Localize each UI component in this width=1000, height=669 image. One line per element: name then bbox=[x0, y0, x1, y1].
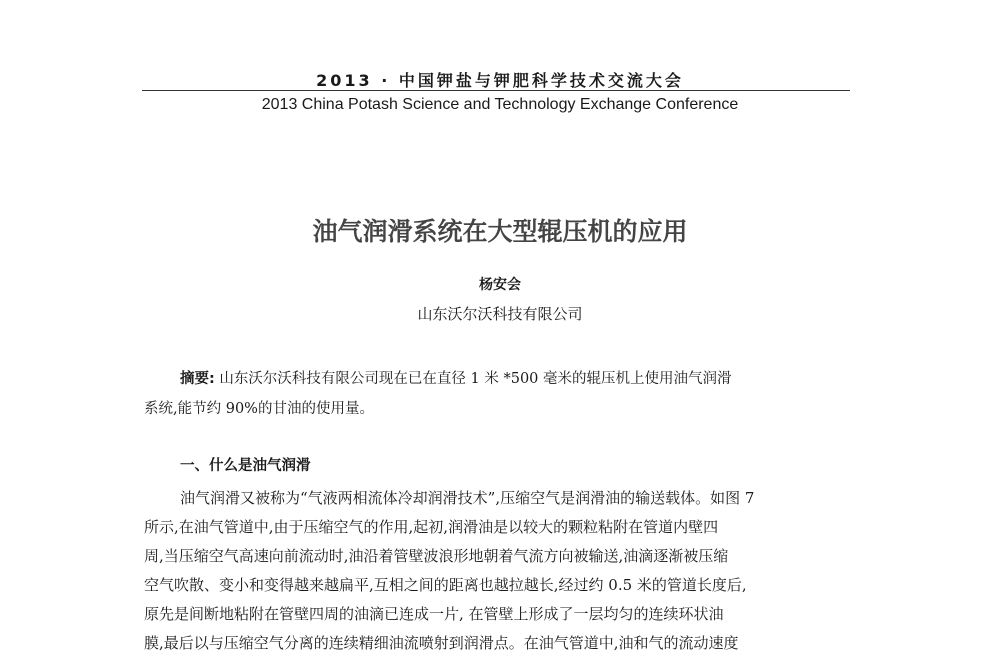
abstract-text-1: 山东沃尔沃科技有限公司现在已在直径 1 米 *500 毫米的辊压机上使用油气润滑 bbox=[219, 371, 732, 387]
abstract-line-2: 系统,能节约 90%的甘油的使用量。 bbox=[144, 401, 374, 417]
section-body bbox=[144, 484, 856, 658]
author-name: 杨安会 bbox=[479, 277, 521, 293]
header-divider bbox=[142, 90, 850, 91]
conference-header-cn: 2013 · 中国钾盐与钾肥科学技术交流大会 bbox=[316, 71, 684, 90]
abstract bbox=[144, 364, 854, 424]
body-line: 周,当压缩空气高速向前流动时,油沿着管壁波浪形地朝着气流方向被输送,油滴逐渐被压缩 bbox=[144, 547, 729, 565]
body-line: 原先是间断地粘附在管壁四周的油滴已连成一片, 在管壁上形成了一层均匀的连续环状油 bbox=[144, 605, 724, 623]
conference-header-en: 2013 China Potash Science and Technology Exchange Conference bbox=[261, 96, 739, 113]
abstract-line-1 bbox=[144, 364, 854, 394]
body-line: 膜,最后以与压缩空气分离的连续精细油流喷射到润滑点。在油气管道中,油和气的流动速度 bbox=[144, 634, 739, 652]
body-line: 所示,在油气管道中,由于压缩空气的作用,起初,润滑油是以较大的颗粒粘附在管道内壁四 bbox=[144, 518, 719, 536]
section-heading: 一、什么是油气润滑 bbox=[180, 458, 311, 474]
author-affiliation: 山东沃尔沃科技有限公司 bbox=[417, 305, 583, 323]
paper-title: 油气润滑系统在大型辊压机的应用 bbox=[312, 217, 688, 246]
body-line: 空气吹散、变小和变得越来越扁平,互相之间的距离也越拉越长,经过约 0.5 米的管道长度后, bbox=[144, 576, 747, 594]
abstract-label: 摘要: bbox=[180, 371, 215, 387]
body-line: 油气润滑又被称为“气液两相流体冷却润滑技术”,压缩空气是润滑油的输送载体。如图 7 bbox=[180, 489, 755, 507]
